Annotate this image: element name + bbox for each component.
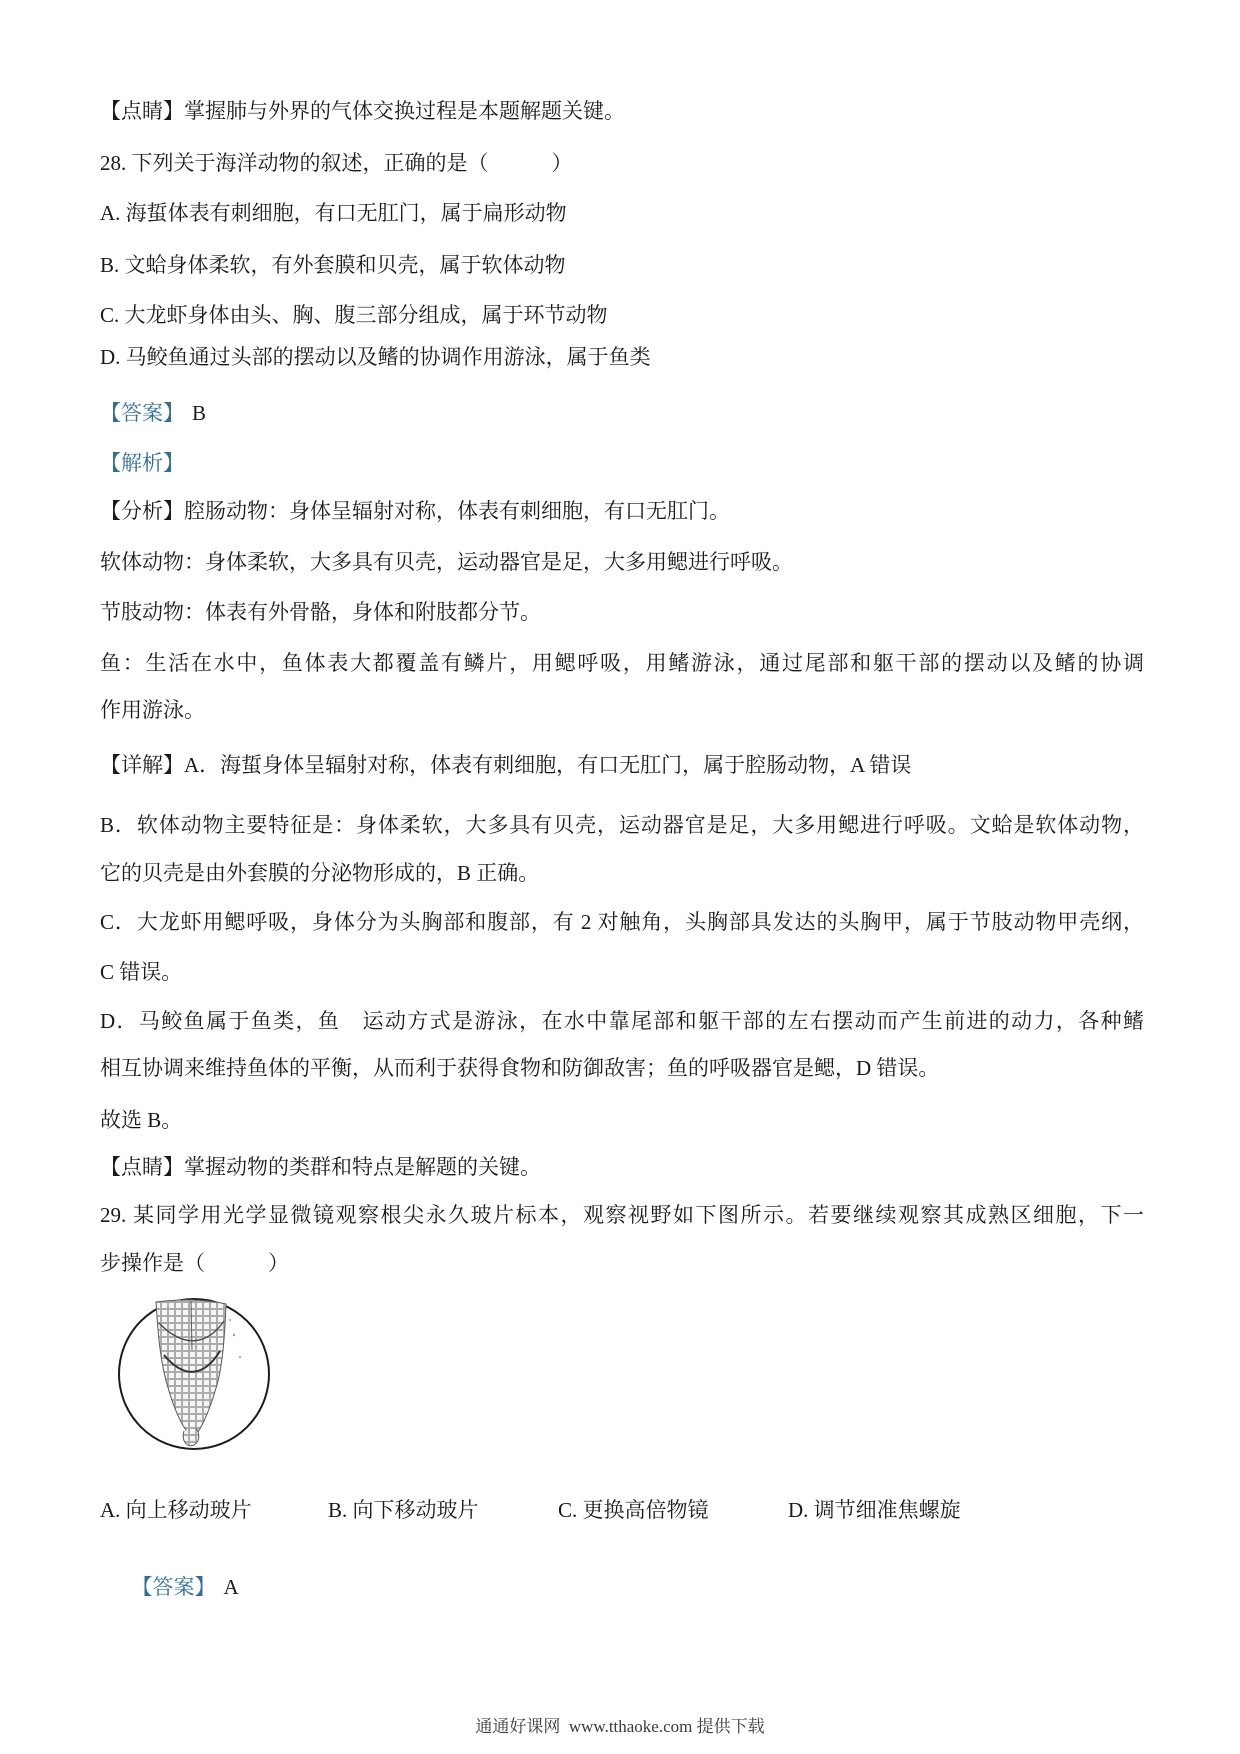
page-content: [100, 0, 1144, 1754]
q28-answer: 【答案】 B: [100, 401, 207, 425]
q28-option-c: C. 大龙虾身体由头、胸、腹三部分组成，属于环节动物: [100, 303, 608, 327]
answer-tag: 【答案】: [131, 1575, 216, 1599]
q29-option-b: B. 向下移动玻片: [328, 1498, 479, 1522]
q28-analysis-label: 【解析】: [100, 451, 184, 475]
q29-option-d: D. 调节细准焦螺旋: [788, 1498, 961, 1522]
q28-option-b: B. 文蛤身体柔软，有外套膜和贝壳，属于软体动物: [100, 253, 566, 277]
q28-analysis-1: 【分析】腔肠动物：身体呈辐射对称，体表有刺细胞，有口无肛门。: [100, 499, 730, 523]
q28-stem: 28. 下列关于海洋动物的叙述，正确的是（ ）: [100, 151, 573, 175]
root-tip-micrograph-image: [112, 1295, 276, 1453]
page-footer: 通通好课网 www.tthaoke.com 提供下载: [475, 1717, 765, 1736]
q28-detail-c2: C 错误。: [100, 960, 183, 984]
q29-stem-1: 29. 某同学用光学显微镜观察根尖永久玻片标本，观察视野如下图所示。若要继续观察其成熟区细胞，下一: [100, 1203, 1144, 1227]
q28-detail-b1: B．软体动物主要特征是：身体柔软，大多具有贝壳，运动器官是足，大多用鳃进行呼吸。文蛤是软体动物，: [100, 813, 1144, 837]
q28-detail-b2: 它的贝壳是由外套膜的分泌物形成的，B 正确。: [100, 861, 540, 885]
q29-stem-2: 步操作是（ ）: [100, 1251, 289, 1275]
q28-analysis-3: 节肢动物：体表有外骨骼，身体和附肢都分节。: [100, 600, 541, 624]
q28-detail-d1: D．马鲛鱼属于鱼类，鱼 运动方式是游泳，在水中靠尾部和躯干部的左右摆动而产生前进的动力，各种鳍: [100, 1009, 1144, 1033]
answer-value: A: [223, 1575, 239, 1599]
q28-analysis-4a: 鱼：生活在水中，鱼体表大都覆盖有鳞片，用鳃呼吸，用鳍游泳，通过尾部和躯干部的摆动以及鳍的协调: [100, 651, 1144, 675]
q27-tip-line: 【点睛】掌握肺与外界的气体交换过程是本题解题关键。: [100, 99, 625, 123]
q28-conclusion: 故选 B。: [100, 1108, 183, 1132]
q28-analysis-4b: 作用游泳。: [100, 698, 205, 722]
q28-detail-c1: C．大龙虾用鳃呼吸，身体分为头胸部和腹部，有 2 对触角，头胸部具发达的头胸甲，属于节肢动物甲壳纲，: [100, 910, 1144, 934]
q28-detail-a: 【详解】A．海蜇身体呈辐射对称，体表有刺细胞，有口无肛门，属于腔肠动物，A 错误: [100, 753, 912, 777]
q29-option-a: A. 向上移动玻片: [100, 1498, 252, 1522]
q28-option-a: A. 海蜇体表有刺细胞，有口无肛门，属于扁形动物: [100, 201, 567, 225]
q28-detail-d2: 相互协调来维持鱼体的平衡，从而利于获得食物和防御敌害；鱼的呼吸器官是鳃，D 错误。: [100, 1056, 940, 1080]
q29-options-row: [100, 1495, 1144, 1525]
q28-tip-line: 【点睛】掌握动物的类群和特点是解题的关键。: [100, 1155, 541, 1179]
q29-option-c: C. 更换高倍物镜: [558, 1498, 709, 1522]
q28-analysis-2: 软体动物：身体柔软，大多具有贝壳，运动器官是足，大多用鳃进行呼吸。: [100, 550, 793, 574]
q28-option-d: D. 马鲛鱼通过头部的摆动以及鳍的协调作用游泳，属于鱼类: [100, 345, 651, 369]
q29-answer: [100, 1542, 1144, 1632]
